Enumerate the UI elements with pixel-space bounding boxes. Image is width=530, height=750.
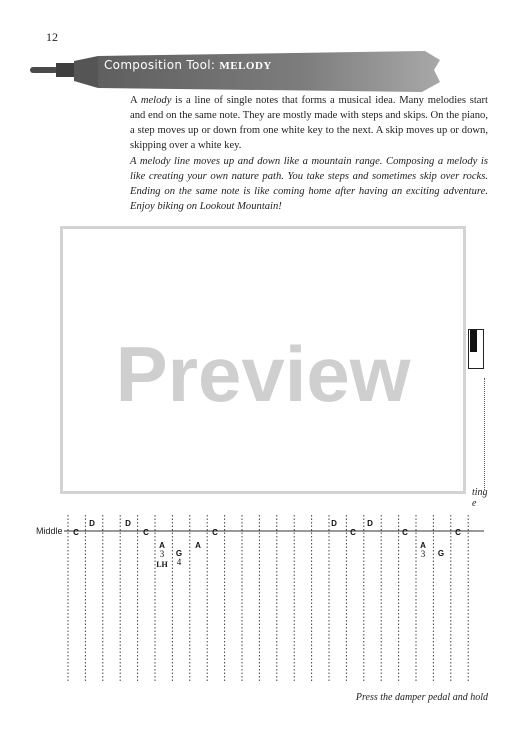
note-letter: D	[331, 519, 337, 528]
definition-term: melody	[140, 95, 172, 106]
page-number: 12	[46, 30, 58, 44]
story-paragraph: A melody line moves up and down like a mountain range. Composing a melody is like creating your own nature path. You take steps and sometimes skip over rocks. Ending on the same note is like coming home after having an exciting adventure. Enjoy biking on Lookout Mountain!	[130, 156, 488, 212]
note-letter: D	[367, 519, 373, 528]
middle-c-label: Middle	[36, 526, 63, 536]
note-letter: C	[73, 528, 79, 537]
note-letter: C	[350, 528, 356, 537]
hand-label: LH	[156, 560, 168, 569]
definition-rest: is a line of single notes that forms a musical idea. Many melodies start and end on the same note. They are mostly made with steps and skips. On the piano, a step moves up or down from one white key to the next. A skip moves up or down, skipping over a white key.	[130, 95, 488, 151]
footer-instruction: Press the damper pedal and hold	[355, 692, 488, 703]
side-text-fragment: ting	[472, 487, 488, 498]
banner-topic: MELODY	[219, 60, 272, 72]
preview-watermark: Preview	[115, 330, 411, 418]
note-letter: C	[143, 528, 149, 537]
finger-number: 4	[176, 557, 182, 567]
note-letter: C	[402, 528, 408, 537]
note-letter: A	[420, 541, 426, 550]
note-letter: C	[455, 528, 461, 537]
note-letter: A	[195, 541, 201, 550]
finger-number: 3	[159, 549, 165, 559]
note-letter: C	[212, 528, 218, 537]
note-letter: G	[175, 549, 183, 558]
note-letter: G	[437, 549, 445, 558]
note-letter: A	[159, 541, 165, 550]
definition-prefix: A	[130, 95, 141, 106]
banner-label: Composition Tool:	[104, 58, 216, 72]
preview-watermark-box	[60, 226, 466, 494]
side-text-fragment: e	[472, 498, 477, 509]
finger-number: 3	[420, 549, 426, 559]
note-letter: D	[89, 519, 95, 528]
note-letter: D	[125, 519, 131, 528]
